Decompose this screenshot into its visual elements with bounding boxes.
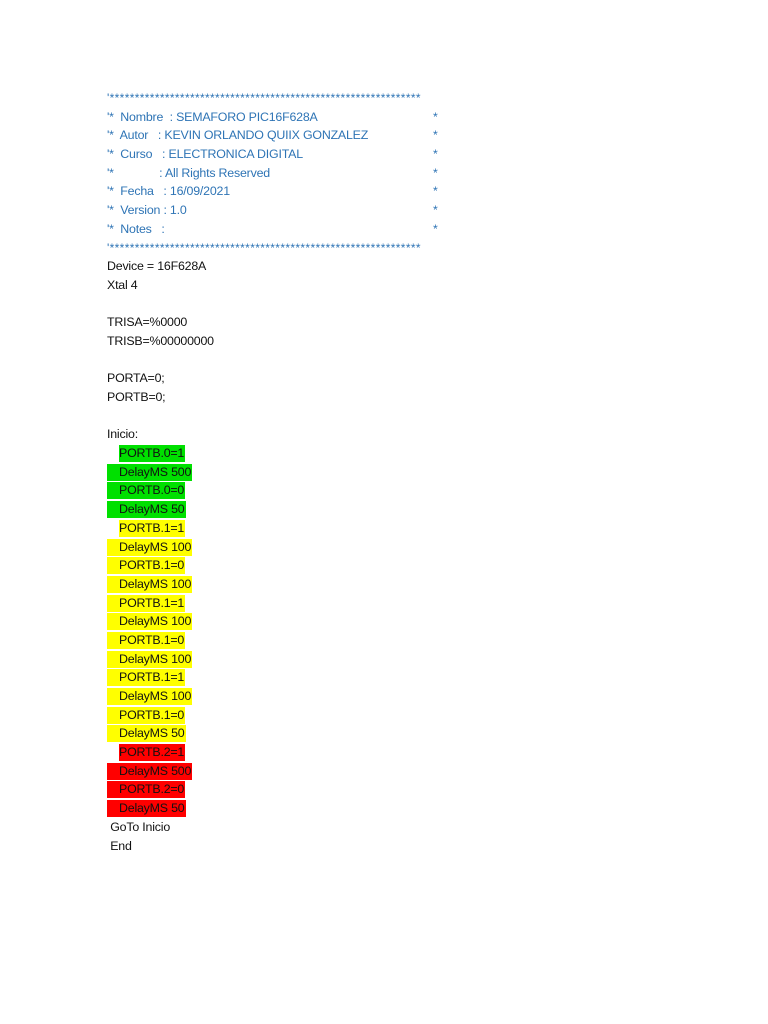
code-step-line <box>107 650 667 669</box>
code-portb: PORTB=0; <box>107 390 166 404</box>
code-step-line <box>107 668 667 687</box>
comment-star: * <box>433 165 438 180</box>
highlighted-code-yellow: PORTB.1=1 <box>107 669 185 686</box>
highlighted-code-yellow: PORTB.1=0 <box>107 632 185 649</box>
code-goto: GoTo Inicio <box>107 819 171 834</box>
highlighted-code-green: PORTB.0=1 <box>119 446 185 461</box>
highlighted-code-yellow: PORTB.1=0 <box>107 707 185 724</box>
comment-text: '* Fecha : 16/09/2021 <box>107 184 230 199</box>
comment-border-top: '************************************************************** <box>107 91 421 105</box>
highlighted-code-yellow: DelayMS 100 <box>107 651 192 668</box>
highlighted-code-yellow: DelayMS 100 <box>107 539 192 556</box>
comment-line-version <box>107 201 667 220</box>
comment-line-curso <box>107 145 667 164</box>
code-document <box>107 89 667 855</box>
comment-text: '* Curso : ELECTRONICA DIGITAL <box>107 147 303 162</box>
highlighted-code-yellow: PORTB.1=0 <box>107 557 185 574</box>
code-step-line <box>107 463 667 482</box>
code-device: Device = 16F628A <box>107 259 207 274</box>
comment-star: * <box>433 147 438 162</box>
code-step-line <box>107 612 667 631</box>
comment-border-bottom: '************************************************************** <box>107 240 421 255</box>
highlighted-code-red: DelayMS 500 <box>107 763 192 780</box>
code-step-line <box>107 594 667 613</box>
code-xtal: Xtal 4 <box>107 277 138 292</box>
comment-text: '* Notes : <box>107 221 165 236</box>
code-step-line <box>107 481 667 500</box>
code-step-line <box>107 519 667 538</box>
code-step-line <box>107 500 667 519</box>
comment-line-nombre <box>107 108 667 127</box>
code-step-line <box>107 706 667 725</box>
code-trisb: TRISB=%00000000 <box>107 333 214 348</box>
highlighted-code-yellow: DelayMS 100 <box>107 613 192 630</box>
comment-text: '* Nombre : SEMAFORO PIC16F628A <box>107 109 318 124</box>
highlighted-code-yellow: PORTB.1=1 <box>107 595 185 612</box>
highlighted-code-green: PORTB.0=0 <box>107 482 185 499</box>
code-step-line <box>107 743 667 762</box>
highlighted-code-yellow: DelayMS 50 <box>107 725 186 742</box>
highlighted-code-red: PORTB.2=0 <box>107 781 185 798</box>
comment-line-fecha <box>107 182 667 201</box>
blank-line <box>107 351 667 370</box>
comment-star: * <box>433 221 438 236</box>
code-step-line <box>107 799 667 818</box>
comment-text: '* Autor : KEVIN ORLANDO QUIIX GONZALEZ <box>107 128 369 143</box>
blank-line <box>107 295 667 314</box>
comment-line-notes <box>107 220 667 239</box>
blank-line <box>107 407 667 426</box>
code-end: End <box>107 838 132 853</box>
code-steps <box>107 444 667 818</box>
code-step-line <box>107 631 667 650</box>
highlighted-code-red: PORTB.2=1 <box>119 745 185 760</box>
code-step-line <box>107 724 667 743</box>
code-step-line <box>107 538 667 557</box>
highlighted-code-yellow: DelayMS 100 <box>107 576 192 593</box>
code-trisa: TRISA=%0000 <box>107 315 188 330</box>
code-label-inicio: Inicio: <box>107 427 138 442</box>
highlighted-code-green: DelayMS 500 <box>107 464 192 481</box>
comment-star: * <box>433 109 438 124</box>
code-step-line <box>107 762 667 781</box>
highlighted-code-yellow: DelayMS 100 <box>107 688 192 705</box>
comment-line-autor <box>107 126 667 145</box>
comment-text: '* : All Rights Reserved <box>107 165 270 180</box>
code-step-line <box>107 444 667 463</box>
highlighted-code-red: DelayMS 50 <box>107 800 186 817</box>
comment-star: * <box>433 128 438 143</box>
code-step-line <box>107 556 667 575</box>
code-step-line <box>107 687 667 706</box>
comment-text: '* Version : 1.0 <box>107 203 187 218</box>
highlighted-code-green: DelayMS 50 <box>107 501 186 518</box>
code-porta: PORTA=0; <box>107 371 165 386</box>
comment-star: * <box>433 184 438 199</box>
comment-line-rights <box>107 164 667 183</box>
highlighted-code-yellow: PORTB.1=1 <box>119 520 185 535</box>
code-step-line <box>107 575 667 594</box>
code-step-line <box>107 780 667 799</box>
comment-star: * <box>433 203 438 218</box>
